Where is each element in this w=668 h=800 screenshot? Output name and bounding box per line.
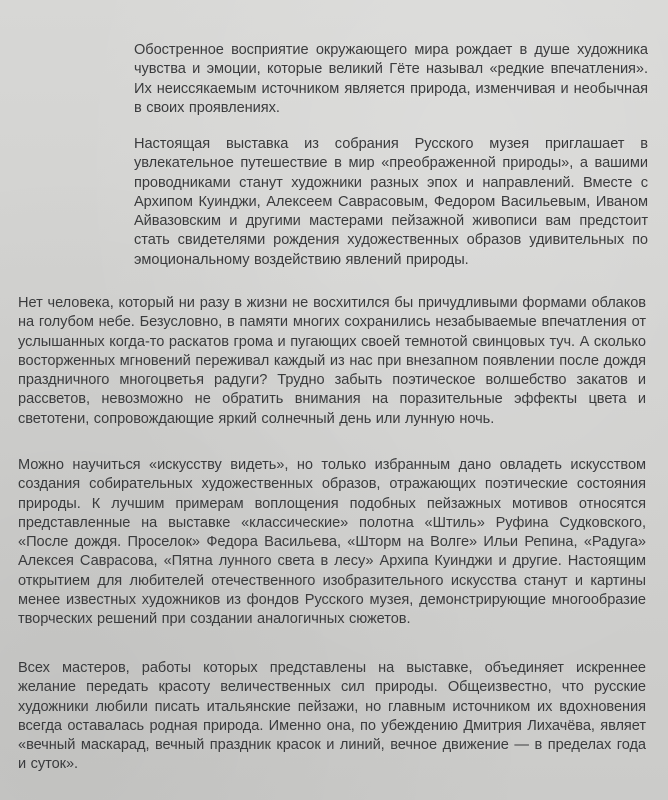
exhibition-description-paragraph: Настоящая выставка из собрания Русского музея приглашает в увлекательное путешествие в мир «преображенной природы», а вашими проводниками станут художники разных эпох и направлений. Вместе с Архипом Куинджи, Алексеем Саврасовым, Федором Васильевым, Иваном Айвазовским и другими мастерами пейзажной живописи вам предстоит стать свидетелями рождения художественных образов удивительных по эмоциональному воздействию явлений природы.	[134, 136, 648, 268]
masters-paragraph: Всех мастеров, работы которых представлены на выставке, объединяет искреннее желание передать красоту величественных сил природы. Общеизвестно, что русские художники любили писать итальянские пейзажи, но главным источником их вдохновения всегда оставалась родная природа. Именно она, по убеждению Дмитрия Лихачёва, являет «вечный маскарад, вечный праздник красок и линий, вечное движение — в пределах года и суток».	[18, 660, 646, 773]
intro-paragraph: Обостренное восприятие окружающего мира рождает в душе художника чувства и эмоции, которые великий Гёте называл «редкие впечатления». Их неиссякаемым источником является природа, изменчивая и необычная в своих проявлениях.	[134, 42, 648, 116]
clouds-paragraph: Нет человека, который ни разу в жизни не восхитился бы причудливыми формами облаков на голубом небе. Безусловно, в памяти многих сохранились незабываемые впечатления от услышанных когда-то раскатов грома и пугающих своей темнотой свинцовых туч. А сколько восторженных мгновений переживал каждый из нас при внезапном появлении после дождя праздничного многоцветья радуги? Трудно забыть поэтическое волшебство закатов и рассветов, невозможно не обратить внимания на поразительные эффекты цвета и светотени, сопровождающие яркий солнечный день или лунную ночь.	[18, 295, 646, 427]
art-of-seeing-paragraph: Можно научиться «искусству видеть», но только избранным дано овладеть искусством создания собирательных художественных образов, отражающих поэтические состояния природы. К лучшим примерам воплощения подобных пейзажных мотивов относятся представленные на выставке «классические» полотна «Штиль» Руфина Судковского, «После дождя. Проселок» Федора Васильева, «Шторм на Волге» Ильи Репина, «Радуга» Алексея Саврасова, «Пятна лунного света в лесу» Архипа Куинджи и другие. Настоящим открытием для любителей отечественного изобразительного искусства станут и картины менее известных художников из фондов Русского музея, демонстрирующие многообразие творческих решений при создании аналогичных сюжетов.	[18, 457, 646, 628]
